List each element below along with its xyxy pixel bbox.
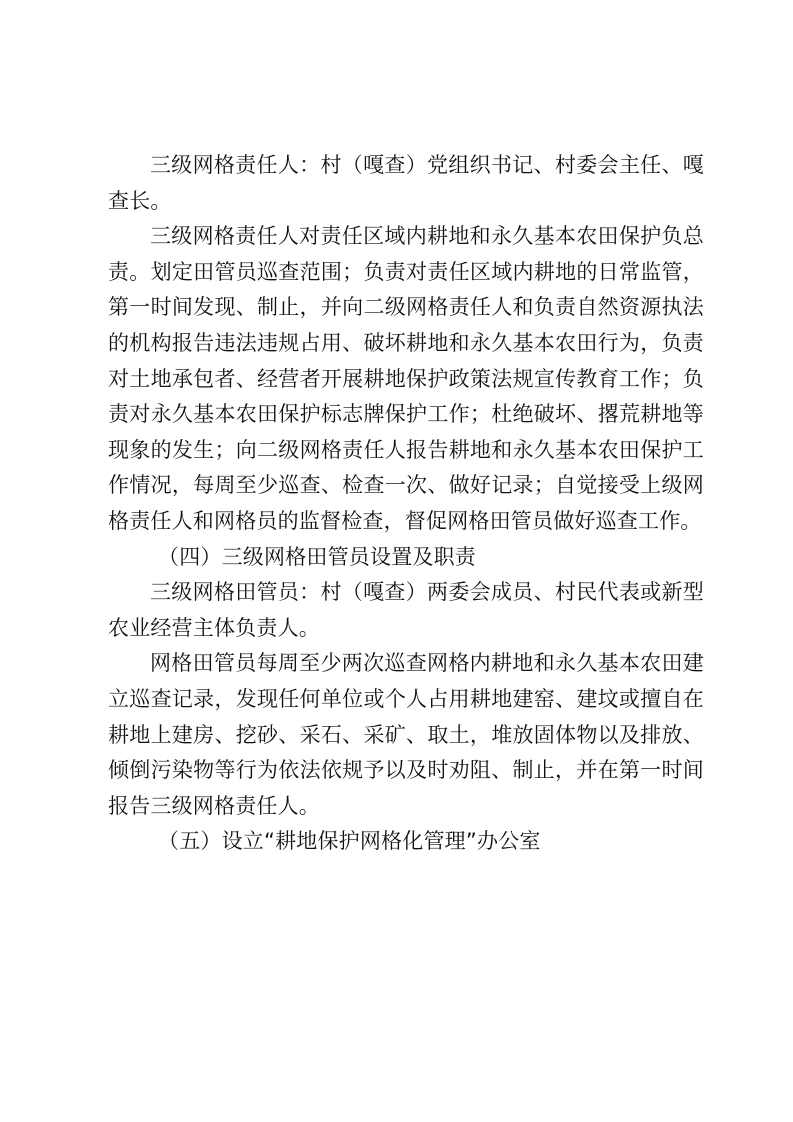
section-heading-5: （五）设立“耕地保护网格化管理”办公室	[158, 829, 541, 854]
section-heading-4: （四）三级网格田管员设置及职责	[158, 544, 476, 569]
paragraph-field-manager: 三级网格田管员：村（嘎查）两委会成员、村民代表或新型农业经营主体负责人。	[108, 580, 704, 640]
paragraph-grid-responsibilities: 三级网格责任人对责任区域内耕地和永久基本农田保护负总责。划定田管员巡查范围；负责对责任区域内耕地的日常监管，第一时间发现、制止，并向二级网格责任人和负责自然资源执法的机构报告违法违规占用、破坏耕地和永久基本农田行为，负责对土地承包者、经营者开展耕地保护政策法规宣传教育工作；负责对永久基本农田保护标志牌保护工作；杜绝破坏、撂荒耕地等现象的发生；向二级网格责任人报告耕地和永久基本农田保护工作情况，每周至少巡查、检查一次、做好记录；自觉接受上级网格责任人和网格员的监督检查，督促网格田管员做好巡查工作。	[108, 224, 704, 533]
paragraph-grid-responsible-person: 三级网格责任人：村（嘎查）党组织书记、村委会主任、嘎查长。	[108, 153, 704, 213]
document-body	[108, 148, 704, 860]
paragraph-field-manager-duties: 网格田管员每周至少两次巡查网格内耕地和永久基本农田建立巡查记录，发现任何单位或个人占用耕地建窑、建坟或擅自在耕地上建房、挖砂、采石、采矿、取土，堆放固体物以及排放、倾倒污染物等行为依法依规予以及时劝阻、制止，并在第一时间报告三级网格责任人。	[108, 651, 704, 818]
